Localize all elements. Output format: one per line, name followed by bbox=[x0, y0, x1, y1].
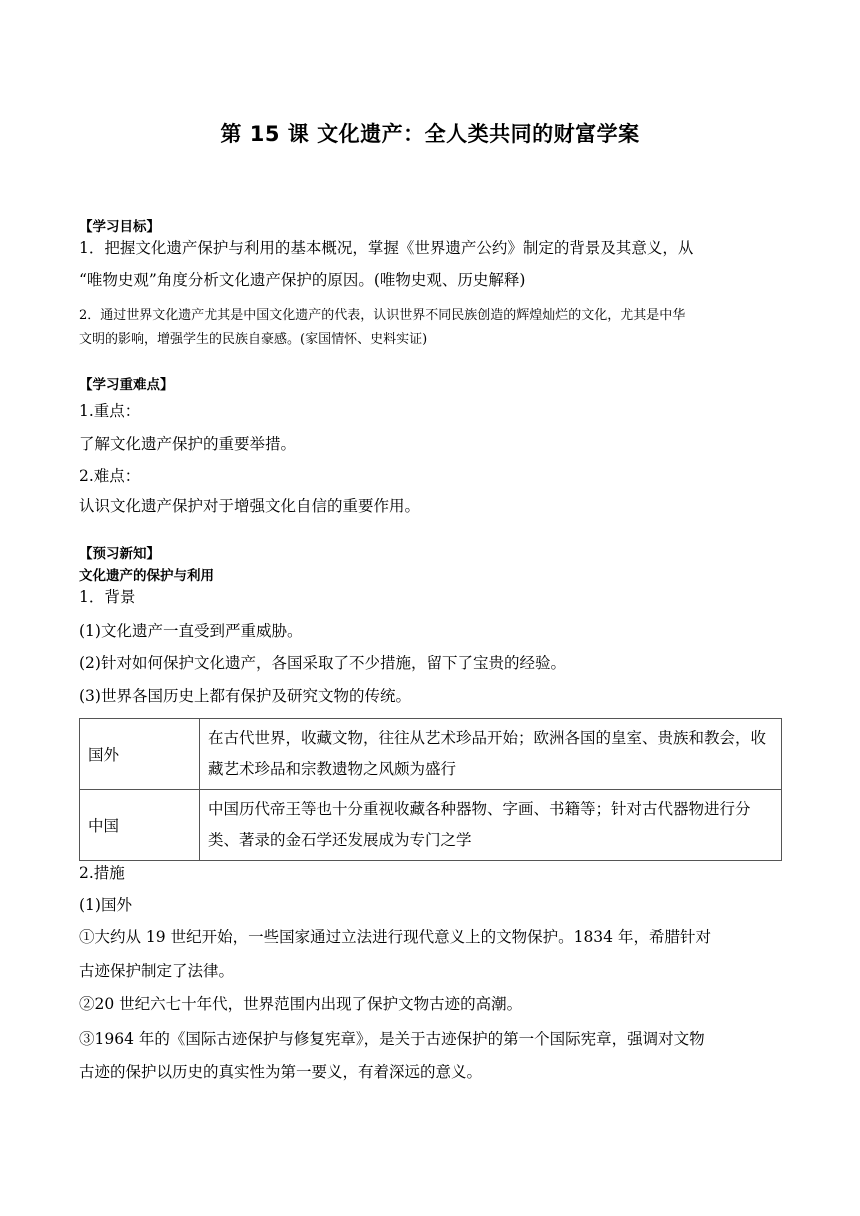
measure-3-line-1: ③1964 年的《国际古迹保护与修复宪章》，是关于古迹保护的第一个国际宪章，强调对文物 bbox=[79, 1030, 705, 1048]
measure-3-line-2: 古迹的保护以历史的真实性为第一要义，有着深远的意义。 bbox=[79, 1063, 483, 1081]
foreign-label: (1)国外 bbox=[79, 896, 132, 914]
key-points-heading: 【学习重难点】 bbox=[79, 377, 174, 393]
table-cell-text: 中国历代帝王等也十分重视收藏各种器物、字画、书籍等；针对古代器物进行分类、著录的金石学还发展成为专门之学 bbox=[200, 790, 782, 861]
key-point-text: 了解文化遗产保护的重要举措。 bbox=[79, 435, 297, 453]
table-cell-text: 在古代世界，收藏文物，往往从艺术珍品开始；欧洲各国的皇室、贵族和教会，收藏艺术珍品和宗教遗物之风颇为盛行 bbox=[200, 719, 782, 790]
tradition-table bbox=[79, 718, 782, 861]
background-item-1: (1)文化遗产一直受到严重威胁。 bbox=[79, 622, 303, 640]
objective-1-line-1: 1．把握文化遗产保护与利用的基本概况，掌握《世界遗产公约》制定的背景及其意义，从 bbox=[79, 239, 694, 257]
table-cell-label: 中国 bbox=[80, 790, 200, 861]
background-label: 1．背景 bbox=[79, 588, 136, 606]
objective-1-line-2: “唯物史观”角度分析文化遗产保护的原因。(唯物史观、历史解释) bbox=[79, 271, 526, 289]
difficult-point-label: 2.难点： bbox=[79, 467, 141, 485]
objective-2-line-2: 文明的影响，增强学生的民族自豪感。(家国情怀、史料实证) bbox=[79, 332, 428, 347]
objectives-heading: 【学习目标】 bbox=[79, 219, 160, 235]
difficult-point-text: 认识文化遗产保护对于增强文化自信的重要作用。 bbox=[79, 497, 421, 515]
background-item-2: (2)针对如何保护文化遗产，各国采取了不少措施，留下了宝贵的经验。 bbox=[79, 654, 566, 672]
measure-1-line-2: 古迹保护制定了法律。 bbox=[79, 962, 235, 980]
table-row bbox=[80, 790, 782, 861]
background-item-3: (3)世界各国历史上都有保护及研究文物的传统。 bbox=[79, 687, 411, 705]
key-point-label: 1.重点： bbox=[79, 402, 141, 420]
measure-2: ②20 世纪六七十年代，世界范围内出现了保护文物古迹的高潮。 bbox=[79, 995, 523, 1013]
objective-2-line-1: 2．通过世界文化遗产尤其是中国文化遗产的代表，认识世界不同民族创造的辉煌灿烂的文化，尤其是中华 bbox=[79, 308, 686, 323]
table-row bbox=[80, 719, 782, 790]
preview-heading: 【预习新知】 bbox=[79, 546, 160, 562]
measures-label: 2.措施 bbox=[79, 864, 125, 882]
preview-subheading: 文化遗产的保护与利用 bbox=[79, 568, 214, 584]
table-cell-label: 国外 bbox=[80, 719, 200, 790]
page-title: 第 15 课 文化遗产：全人类共同的财富学案 bbox=[220, 122, 640, 146]
measure-1-line-1: ①大约从 19 世纪开始，一些国家通过立法进行现代意义上的文物保护。1834 年，希腊针对 bbox=[79, 928, 711, 946]
